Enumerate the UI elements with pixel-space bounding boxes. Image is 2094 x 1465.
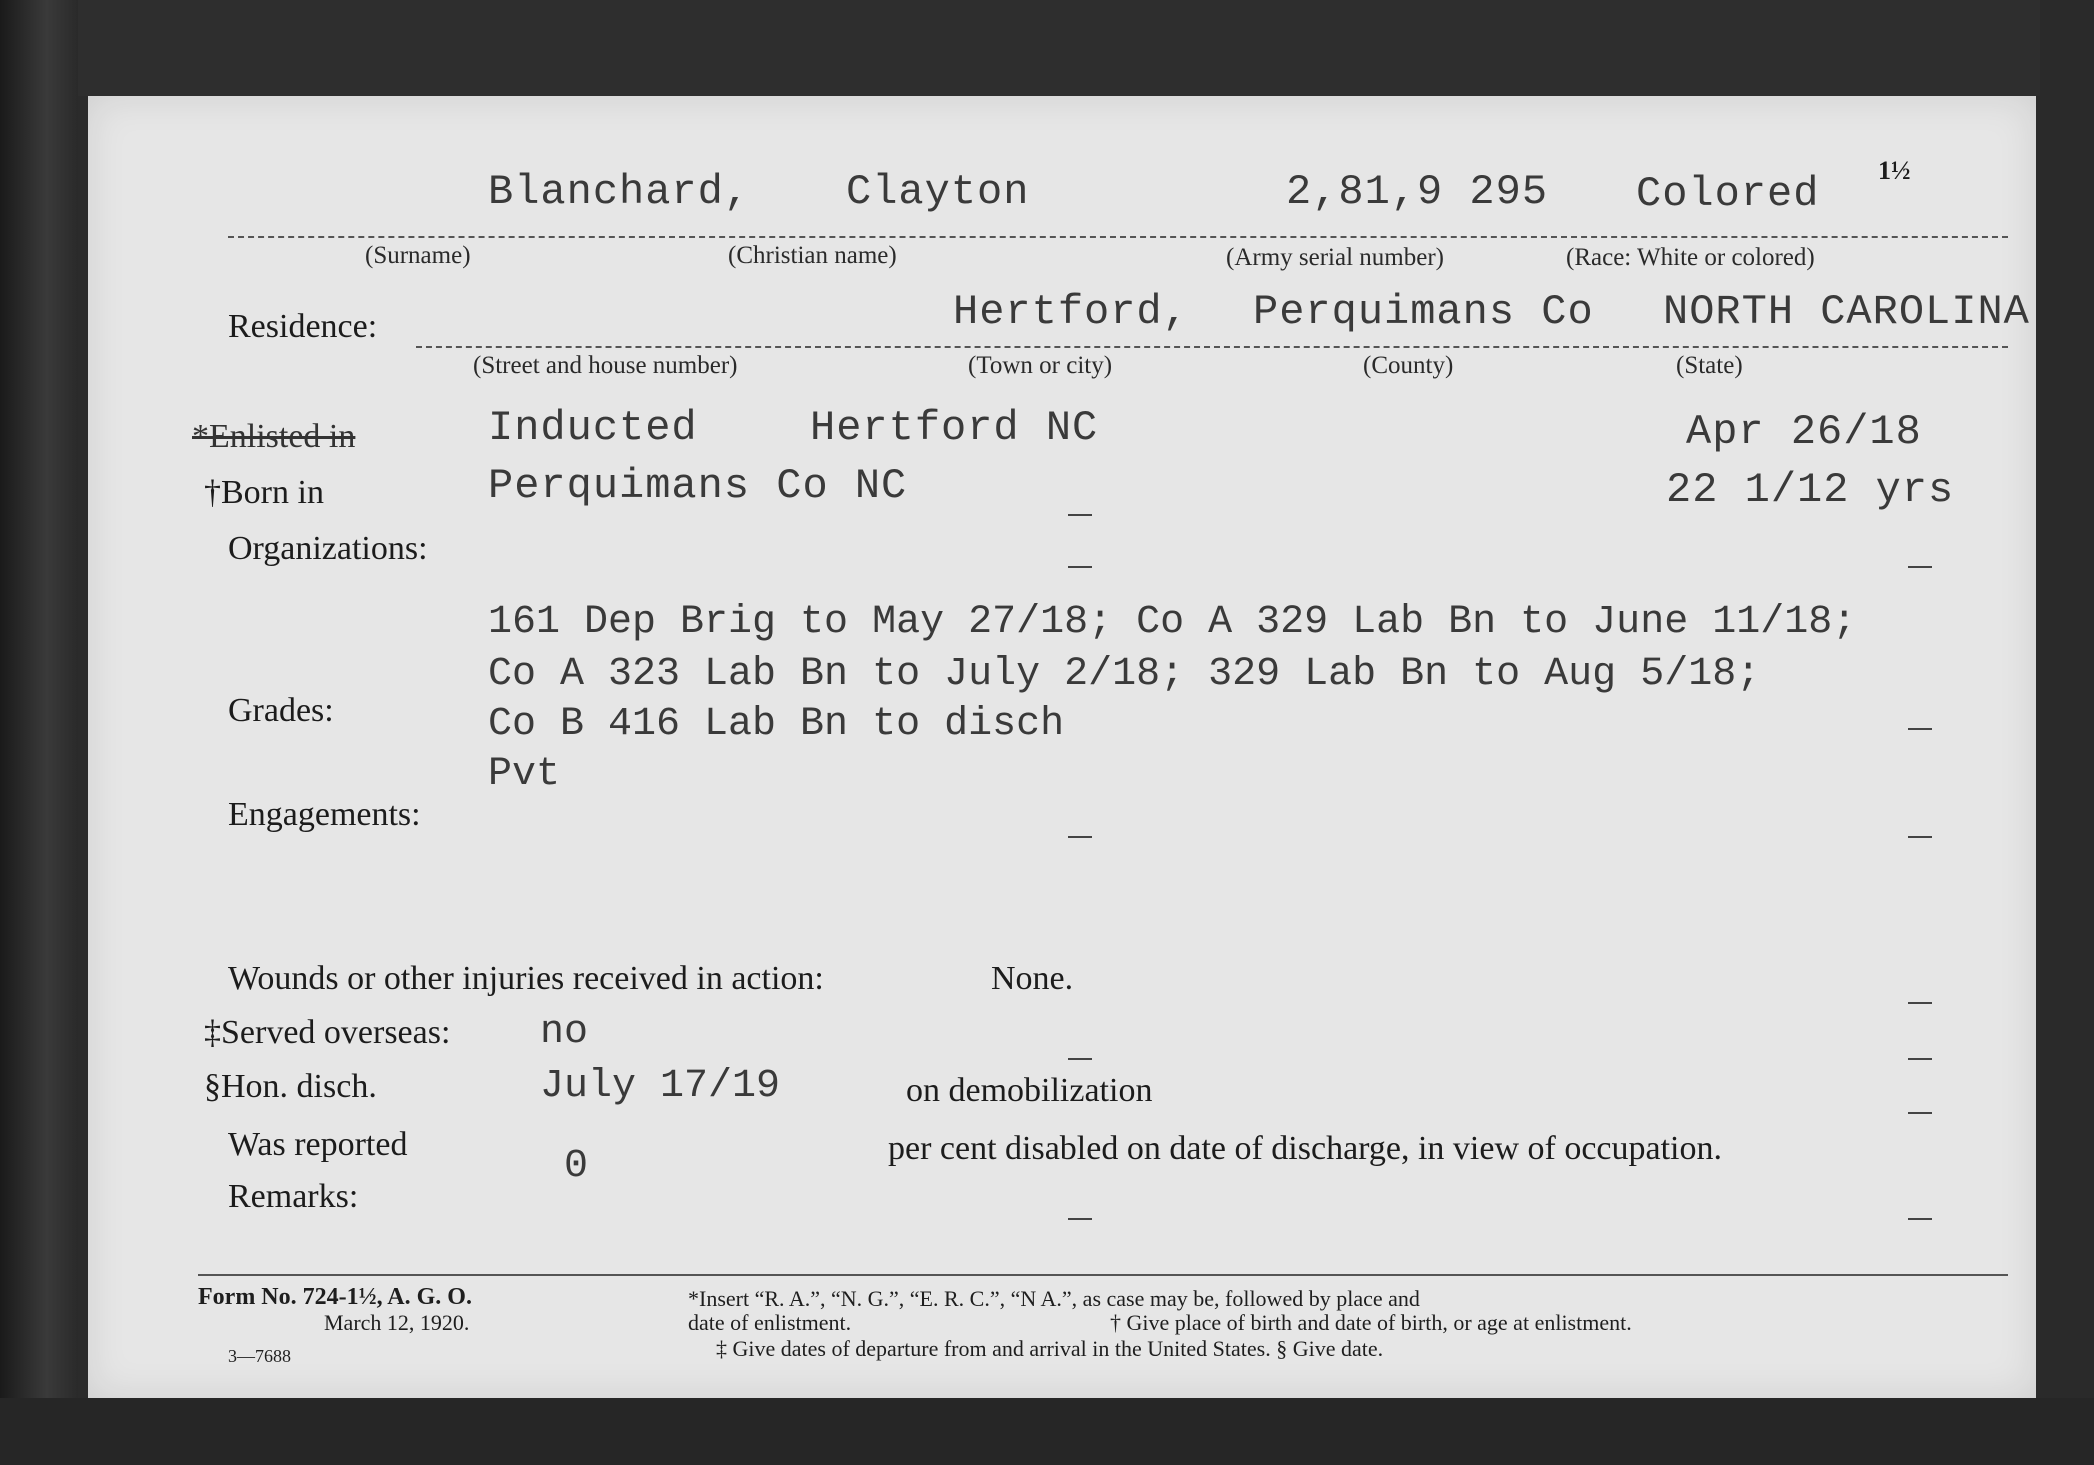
race-value: Colored xyxy=(1636,170,1820,218)
christian-name-value: Clayton xyxy=(846,168,1030,216)
born-label: †Born in xyxy=(204,474,324,511)
enlisted-date: Apr 26/18 xyxy=(1686,408,1922,456)
enlisted-place: Hertford NC xyxy=(810,404,1099,452)
residence-town: Hertford, xyxy=(953,288,1189,336)
organization-line-2: Co A 323 Lab Bn to July 2/18; 329 Lab Bn to Aug 5/18; xyxy=(488,652,1761,697)
born-place: Perquimans Co NC xyxy=(488,462,908,510)
overseas-tick-1 xyxy=(1068,1058,1092,1060)
born-tick xyxy=(1068,514,1092,516)
residence-label: Residence: xyxy=(228,308,378,345)
org-tick-1 xyxy=(1068,566,1092,568)
footnote-birth: † Give place of birth and date of birth, or age at enlistment. xyxy=(1110,1310,1632,1335)
org-tick-3 xyxy=(1908,728,1932,730)
scan-border-right xyxy=(2040,0,2094,1465)
surname-value: Blanchard, xyxy=(488,168,751,216)
organization-line-1: 161 Dep Brig to May 27/18; Co A 329 Lab Bn to June 11/18; xyxy=(488,600,1857,645)
race-caption: (Race: White or colored) xyxy=(1566,244,1815,271)
grades-label: Grades: xyxy=(228,692,334,729)
discharge-label: §Hon. disch. xyxy=(204,1068,377,1105)
wounds-value: None. xyxy=(991,960,1074,997)
footer-rule xyxy=(198,1274,2008,1276)
town-caption: (Town or city) xyxy=(968,352,1113,379)
remarks-tick-1 xyxy=(1068,1218,1092,1220)
residence-rule xyxy=(416,346,2008,348)
footnote-enlistment: *Insert “R. A.”, “N. G.”, “E. R. C.”, “N A.”, as case may be, followed by place and xyxy=(688,1286,1420,1311)
wounds-label: Wounds or other injuries received in action: xyxy=(228,960,824,997)
scan-border-left xyxy=(0,0,78,1465)
scan-border-bottom xyxy=(0,1398,2094,1465)
residence-county: Perquimans Co xyxy=(1253,288,1594,336)
remarks-tick-2 xyxy=(1908,1218,1932,1220)
christian-caption: (Christian name) xyxy=(728,242,897,269)
born-age: 22 1/12 yrs xyxy=(1666,466,1955,514)
engagements-tick-1 xyxy=(1068,836,1092,838)
enlisted-label: *Enlisted in xyxy=(192,418,356,455)
surname-caption: (Surname) xyxy=(365,242,471,269)
discharge-reason: on demobilization xyxy=(906,1072,1153,1109)
serial-number-value: 2,81,9 295 xyxy=(1286,168,1549,216)
card-number: 1½ xyxy=(1878,156,1911,185)
county-caption: (County) xyxy=(1363,352,1454,379)
discharge-tick xyxy=(1908,1112,1932,1114)
wounds-tick xyxy=(1908,1002,1932,1004)
overseas-value: no xyxy=(540,1010,589,1055)
organizations-label: Organizations: xyxy=(228,530,428,567)
reported-text: per cent disabled on date of discharge, in view of occupation. xyxy=(888,1130,1722,1167)
overseas-tick-2 xyxy=(1908,1058,1932,1060)
street-caption: (Street and house number) xyxy=(473,352,738,379)
header-rule xyxy=(228,236,2008,238)
overseas-label: ‡Served overseas: xyxy=(204,1014,451,1051)
residence-state: NORTH CAROLINA xyxy=(1663,288,2030,336)
enlisted-type: Inducted xyxy=(488,404,698,452)
organization-line-3: Co B 416 Lab Bn to disch xyxy=(488,702,1065,747)
org-tick-2 xyxy=(1908,566,1932,568)
footnote-overseas: ‡ Give dates of departure from and arrival in the United States. § Give date. xyxy=(716,1336,1384,1361)
serial-caption: (Army serial number) xyxy=(1226,244,1444,271)
form-number: Form No. 724-1½, A. G. O. xyxy=(198,1284,472,1310)
engagements-tick-2 xyxy=(1908,836,1932,838)
form-code: 3—7688 xyxy=(228,1346,291,1366)
state-caption: (State) xyxy=(1676,352,1743,379)
discharge-date: July 17/19 xyxy=(540,1064,781,1109)
form-date: March 12, 1920. xyxy=(324,1310,470,1335)
reported-value: 0 xyxy=(564,1144,589,1189)
engagements-label: Engagements: xyxy=(228,796,421,833)
scan-border-top xyxy=(0,0,2094,96)
footnote-enlistment-cont: date of enlistment. xyxy=(688,1310,852,1335)
record-card xyxy=(88,96,2036,1398)
grades-value: Pvt xyxy=(488,752,561,797)
remarks-label: Remarks: xyxy=(228,1178,359,1215)
reported-label: Was reported xyxy=(228,1126,408,1163)
